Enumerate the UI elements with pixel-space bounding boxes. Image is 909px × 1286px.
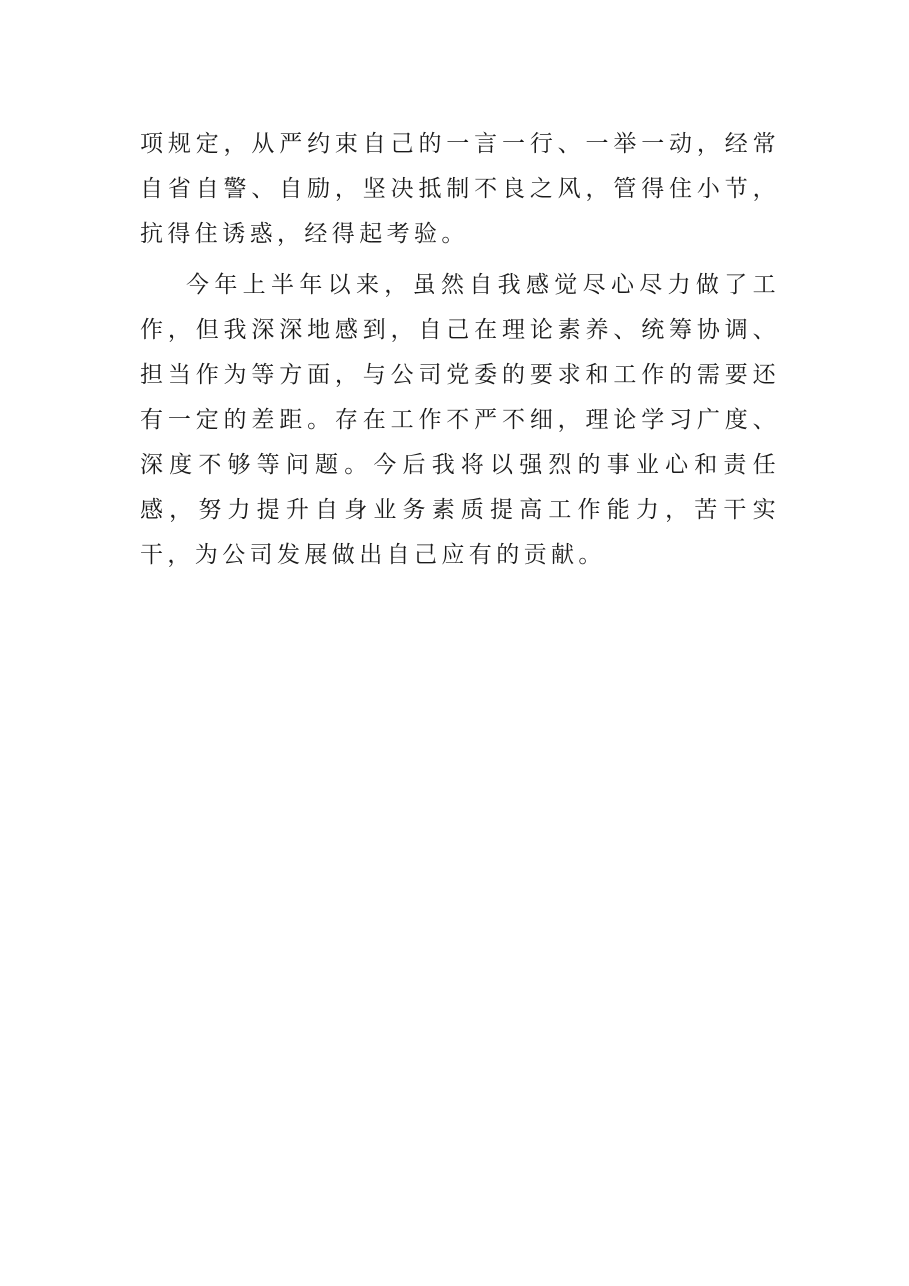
document-body	[140, 122, 780, 578]
paragraph-continuation: 项规定，从严约束自己的一言一行、一举一动，经常自省自警、自励，坚决抵制不良之风，管得住小节，抗得住诱惑，经得起考验。	[140, 131, 780, 247]
paragraph-self-assessment: 今年上半年以来，虽然自我感觉尽心尽力做了工作，但我深深地感到，自己在理论素养、统筹协调、担当作为等方面，与公司党委的要求和工作的需要还有一定的差距。存在工作不严不细，理论学习广度、深度不够等问题。今后我将以强烈的事业心和责任感，努力提升自身业务素质提高工作能力，苦干实干，为公司发展做出自己应有的贡献。	[140, 272, 780, 568]
